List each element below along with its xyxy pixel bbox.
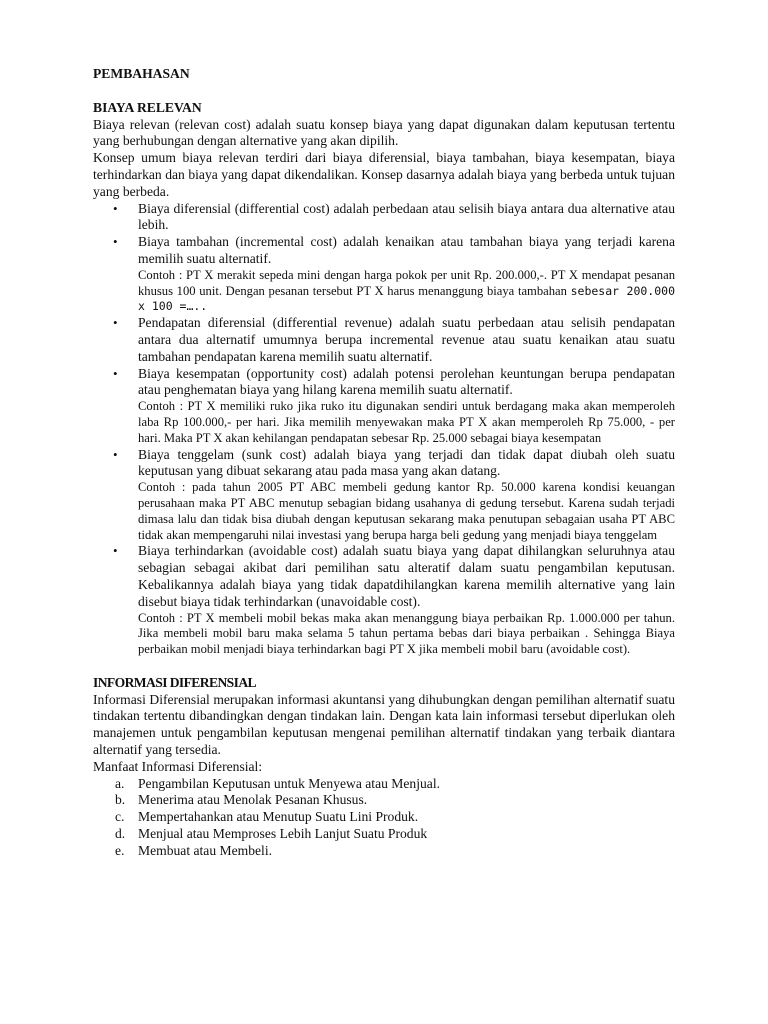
list-item [93,843,675,860]
bullet-icon: • [113,446,118,462]
bullet-icon: • [113,543,118,559]
list-item [93,809,675,826]
list-item [93,201,675,235]
list-marker: e. [115,842,125,858]
list-item [93,826,675,843]
paragraph: Informasi Diferensial merupakan informasi akuntansi yang dihubungkan dengan pemilihan alternatif suatu tindakan tertentu dibandingkan dengan tindakan lain. Dengan kata lain informasi tersebut diperlukan oleh manajemen untuk pengambilan keputusan mengenai pemilihan alternatif tindakan yang terbaik diantara alternatif yang tersedia. [93,691,675,758]
example-body: Contoh : PT X merakit sepeda mini dengan harga pokok per unit Rp. 200.000,-. PT X mendapat pesanan khusus 100 unit. Dengan pesanan tersebut PT X harus menanggung biaya tambahan [138,267,675,298]
bullet-icon: • [113,315,118,331]
list-marker: a. [115,775,125,791]
list-marker: b. [115,792,126,808]
list-item-text: Membuat atau Membeli. [138,842,273,858]
list-item [93,447,675,544]
list-item-text: Biaya diferensial (differential cost) adalah perbedaan atau selisih biaya antara dua alternative atau lebih. [138,200,675,233]
list-item [93,543,675,658]
example-tail: sebesar 200.000 x 100 =….. [138,283,676,314]
document-page [93,66,675,860]
list-marker: c. [115,809,125,825]
bullet-icon: • [113,234,118,250]
list-item [93,792,675,809]
paragraph: Konsep umum biaya relevan terdiri dari biaya diferensial, biaya tambahan, biaya kesempatan, biaya terhindarkan dan biaya yang dapat dikendalikan. Konsep dasarnya adalah biaya yang berbeda untuk tujuan yang berbeda. [93,150,675,199]
paragraph: Biaya relevan (relevan cost) adalah suatu konsep biaya yang dapat digunakan dalam keputusan tertentu yang berhubungan dengan alternative yang akan dipilih. [93,116,675,149]
cost-concepts-list [93,201,675,658]
list-marker: d. [115,826,126,842]
list-item-text: Mempertahankan atau Menutup Suatu Lini Produk. [138,809,419,825]
list-item [93,776,675,793]
document-title: PEMBAHASAN [93,66,190,81]
list-item-text: Menerima atau Menolak Pesanan Khusus. [138,792,368,808]
list-item-text: Menjual atau Memproses Lebih Lanjut Suatu Produk [138,826,428,842]
list-item [93,315,675,365]
list-item [93,234,675,315]
list-item-text: Biaya kesempatan (opportunity cost) adalah potensi perolehan keuntungan berupa pendapatan atau penghematan biaya yang hilang karena memilih suatu alternatif. [138,365,675,398]
list-item [93,366,675,447]
bullet-icon: • [113,365,118,381]
benefits-list [93,776,675,860]
list-item-text: Biaya terhindarkan (avoidable cost) adalah suatu biaya yang dapat dihilangkan seluruhnya atau sebagian sebagai akibat dari pemilihan satu alteratif dalam suatu pengambilan keputusan. Kebalikannya adalah biaya yang tidak dapatdihilangkan karena memilih alternative yang lain disebut biaya tidak terhindarkan (unavoidable cost). [138,543,675,609]
section-spacer [93,658,675,675]
example-text [138,268,675,315]
example-text: Contoh : pada tahun 2005 PT ABC membeli gedung kantor Rp. 50.000 karena kondisi keuangan perusahaan maka PT ABC menutup sebagian bidang usahanya di gedung tersebut. Karena sudah terjadi dimasa lalu dan tidak bisa diubah dengan keputusan sekarang maka penutupan sebagaian usaha PT ABC tidak akan mempengaruhi nilai investasi yang berupa harga beli gedung yang menjadi biaya tenggelam [138,480,675,542]
example-text: Contoh : PT X memiliki ruko jika ruko itu digunakan sendiri untuk berdagang maka akan memperoleh laba Rp 100.000,- per hari. Jika memilih menyewakan maka PT X akan memperoleh Rp 75.000, - per hari. Maka PT X akan kehilangan pendapatan sebesar Rp. 25.000 sebagai biaya kesempatan [138,399,675,445]
list-item-text: Pengambilan Keputusan untuk Menyewa atau Menjual. [138,775,441,791]
section-heading-informasi-diferensial: INFORMASI DIFERENSIAL [93,674,257,690]
list-intro: Manfaat Informasi Diferensial: [93,758,263,774]
list-item-text: Biaya tenggelam (sunk cost) adalah biaya yang terjadi dan tidak dapat diubah oleh suatu keputusan yang dibuat sekarang atau pada masa yang akan datang. [138,446,675,479]
bullet-icon: • [113,200,118,216]
list-item-text: Pendapatan diferensial (differential revenue) adalah suatu perbedaan atau selisih pendapatan antara dua alternatif umumnya berupa incremental revenue atau suatu kenaikan atau suatu tambahan pendapatan karena memilih suatu alternatif. [138,315,675,364]
list-item-text: Biaya tambahan (incremental cost) adalah kenaikan atau tambahan biaya yang terjadi karena memilih suatu alternatif. [138,234,675,266]
example-text: Contoh : PT X membeli mobil bekas maka akan menanggung biaya perbaikan Rp. 1.000.000 per tahun. Jika membeli mobil baru maka selama 5 tahun pertama bebas dari biaya perbaikan . Sehingga Biaya perbaikan mobil menjadi biaya terhindarkan bagi PT X jika membeli mobil baru (avoidable cost). [138,610,675,657]
section-heading-biaya-relevan: BIAYA RELEVAN [93,99,202,115]
